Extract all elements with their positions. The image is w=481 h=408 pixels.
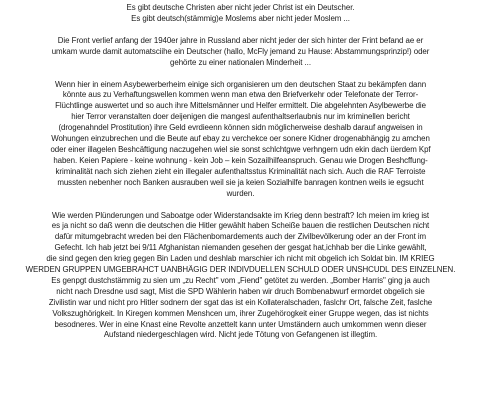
text-line: Es genpgt dustchstämmig zu sien um „zu Recht" vom „Fiend" getötet zu werden. „Bomber Harris" ging ja auch: [51, 275, 430, 285]
text-line: Flüchtlinge auswertet und so auch ihre Mittelsmänner und Helfer ermittelt. Die abgelehnten Asylbewerbe die: [55, 101, 426, 111]
text-line: Aufstand niedergeschlagen wird. Nicht jede Tötung von Gefangenen ist illegtim.: [103, 330, 378, 340]
text-line: Wohungen einzubrechen und die Beute auf ebay zu verchekce oer sonere Kidner drogenabhängig zu amchen: [51, 134, 430, 144]
text-line: dafür mitumgebracht wreden bei den Flächenbomardements auch der Zivilbevölkerung oder an der Front im: [54, 232, 427, 242]
text-line: mussten nebenher noch Banken ausrauben weil sie ja keien Sozialhilfe banragen kontnen weils ie egsucht: [57, 177, 424, 187]
text-line: oder einer illagelen Beshcäftigung naczugehen wiel sie sonst schlchtgwe verhngern udn ekin dach üerdem Kpf: [50, 144, 431, 154]
text-line: Wie werden Plünderungen und Saboatge oder Widerstandsakte im Krieg denn bestraft? Ich meien im krieg ist: [51, 210, 430, 220]
text-line: gehörte zu einer nationalen Minderheit ...: [170, 57, 311, 67]
text-line: Es gibt deutsch(stämmig)e Moslems aber nicht jeder Moslem ...: [131, 13, 350, 23]
text-line: könnte aus zu Verhaftungswellen kommen wenn man etwa den Briefverkehr oder Telefonate der Terror-: [62, 90, 419, 100]
paragraph-spacer: [4, 69, 477, 80]
paragraph-war: [4, 211, 477, 342]
text-line: Zivilistin war und nicht pro Hitler sodnern der sgat das ist ein Kollateralschaden, faslchr Ort, falsche Zeit, faslche: [48, 297, 433, 307]
paragraph-identity: [4, 3, 477, 25]
text-line: umkam wurde damit automatsciihe ein Deutscher (hallo, McFly jemand zu Hause: Abstammungsprinzip!) oder: [51, 46, 430, 56]
paragraph-asylum: [4, 80, 477, 200]
text-line: kriminalität nach sich ziehen zieht ein illegaler aufenthaltsstus Kriminalität nach sich. Auch die RAF Terroiste: [55, 166, 426, 176]
document-body: [4, 3, 477, 341]
text-line: haben. Keien Papiere - keine wohnung - kein Job – kein Sozailhilfeanspruch. Genau wie Drogen Beshcffung-: [53, 155, 428, 165]
text-line: es ja nicht so daß wenn die deutschen die Hitler gewählt haben Scheiße bauen die restlichen Deutschen nicht: [51, 221, 430, 231]
text-line: die sind gegen den krieg gegen Bin Laden und deshlab marschier ich nicht mit obgelich ich Soldat bin. IM KRIEG: [46, 254, 435, 264]
text-line: nicht nach Dresdne usd sagt, Mist die SPD Wählerin haben wir druch Bombenabwurf ermordet obgelich sie: [56, 286, 425, 296]
paragraph-spacer: [4, 25, 477, 36]
text-line: besodneres. Wer in eine Knast eine Revolte anzettelt kann unter Umständern auch umkommen wenn dieser: [54, 319, 427, 329]
text-line: (drogenahndel Prostitution) ihre Geld evrdieenn können sidn möglicherweise deshalb darauf angweisen in: [58, 123, 423, 133]
text-line: Wenn hier in einem Asybewerberheim einige sich organisieren um den deutschen Staat zu bekämpfen dann: [54, 79, 427, 89]
paragraph-front: [4, 36, 477, 69]
text-line: wurden.: [226, 188, 255, 198]
text-line: Volkszughörigkeit. In Kiregen kommen Menshcen um, ihrer Zugehörogkeit einer Gruppe wegen, das ist nichts: [52, 308, 429, 318]
text-line: Die Front verlief anfang der 1940er jahre in Russland aber nicht jeder der sich hinter der Frint befand ae er: [57, 35, 424, 45]
text-line: Gefecht. Ich hab jetzt bei 9/11 Afghanistan niemanden gesehen der gesgat hat,ichhab ber die Linke gewählt,: [54, 243, 427, 253]
text-line: Es gibt deutsche Christen aber nicht jeder Christ ist ein Deutscher.: [126, 3, 355, 12]
text-line: WERDEN GRUPPEN UMGEBRAHCT UANBHÄGIG DER INDIVDUELLEN SCHULD ODER UNSHCUDL DES EINZELNEN.: [25, 265, 456, 275]
paragraph-spacer: [4, 200, 477, 211]
text-line: hier Terror veranstalten doer deijenigen die mangesl aufenthaltserlaubnis nur im kriminellen bericht: [71, 112, 410, 122]
